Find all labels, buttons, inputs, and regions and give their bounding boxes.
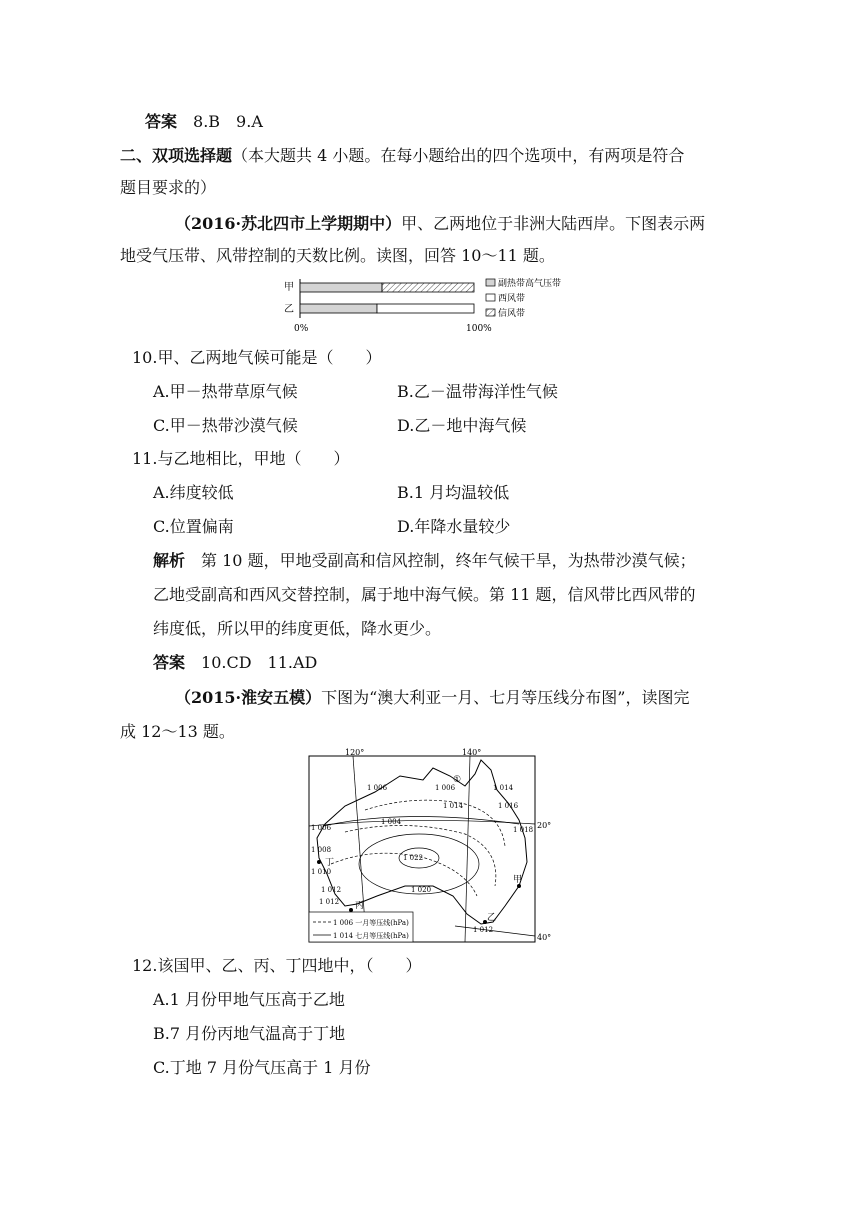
intro2-source: （2015·淮安五模） xyxy=(175,688,322,707)
legend-subtropical: 副热带高气压带 xyxy=(498,279,562,289)
q11-option-c[interactable]: C.位置偏南 xyxy=(153,517,234,536)
intro1-line2: 地受气压带、风带控制的天数比例。读图，回答 10～11 题。 xyxy=(120,246,555,265)
bar-yi-westerlies xyxy=(377,304,474,313)
x-label-0: 0% xyxy=(294,324,309,334)
intro1-source: （2016·苏北四市上学期期中） xyxy=(175,214,402,233)
q11-stem: 11.与乙地相比，甲地（ ） xyxy=(132,449,350,468)
lon-120-label: 120° xyxy=(345,748,365,757)
q12-stem: 12.该国甲、乙、丙、丁四地中，（ ） xyxy=(132,956,422,975)
row-label-yi: 乙 xyxy=(284,304,294,315)
intro2-text1: 下图为“澳大利亚一月、七月等压线分布图”，读图完 xyxy=(321,688,690,707)
iso-label-10: 1 022 xyxy=(403,854,424,862)
legend-swatch-westerlies xyxy=(486,294,495,301)
iso-label-13: 1 020 xyxy=(411,886,432,894)
place-bing: 丙 xyxy=(355,901,365,911)
answer-line-2 xyxy=(153,652,317,674)
bar-chart-figure xyxy=(280,274,590,338)
lon-140-label: 140° xyxy=(462,748,482,757)
bar-jia-trade-wind xyxy=(382,283,474,292)
row-label-jia: 甲 xyxy=(284,282,294,293)
bar-jia-subtropical-high xyxy=(300,283,382,292)
q10-option-a[interactable]: A.甲－热带草原气候 xyxy=(153,382,298,401)
q12-option-a[interactable]: A.1 月份甲地气压高于乙地 xyxy=(153,990,345,1009)
q10-stem: 10.甲、乙两地气候可能是（ ） xyxy=(132,348,382,367)
x-label-100: 100% xyxy=(466,324,492,334)
australia-isobar-map xyxy=(305,746,557,946)
analysis-label: 解析 xyxy=(153,551,186,570)
iso-label-3: 1 014 xyxy=(493,784,514,792)
analysis-text1: 第 10 题，甲地受副高和信风控制，终年气候干旱，为热带沙漠气候； xyxy=(201,551,696,570)
lat-20-label: 20° xyxy=(537,821,552,830)
section-desc-2: 题目要求的） xyxy=(120,178,217,197)
legend-westerlies: 西风带 xyxy=(498,294,526,304)
answer-text: 8.B 9.A xyxy=(193,112,263,131)
section-desc: （本大题共 4 小题。在每小题给出的四个选项中，有两项是符合 xyxy=(232,146,685,165)
section-heading xyxy=(120,145,684,167)
intro2-line1 xyxy=(175,687,689,709)
iso-label-1: 1 006 xyxy=(435,784,456,792)
place-ding-dot xyxy=(317,860,321,864)
place-bing-dot xyxy=(349,908,353,912)
iso-label-11: 1 010 xyxy=(311,868,332,876)
iso-label-12: 1 012 xyxy=(321,886,342,894)
iso-label-4: 1 014 xyxy=(443,802,464,810)
lat-40-label: 40° xyxy=(537,933,552,942)
iso-label-2: 1 006 xyxy=(367,784,388,792)
section-title: 二、双项选择题 xyxy=(120,146,233,165)
q11-option-a[interactable]: A.纬度较低 xyxy=(153,483,234,502)
q10-option-c[interactable]: C.甲－热带沙漠气候 xyxy=(153,416,298,435)
legend-swatch-subtropical xyxy=(486,279,495,286)
place-ding: 丁 xyxy=(325,858,335,868)
place-jia: 甲 xyxy=(513,875,523,885)
analysis-line1 xyxy=(153,550,696,572)
answer-line-1 xyxy=(145,111,263,133)
q11-option-d[interactable]: D.年降水量较少 xyxy=(397,517,511,536)
iso-label-8: 1 018 xyxy=(513,826,534,834)
q12-option-c[interactable]: C.丁地 7 月份气压高于 1 月份 xyxy=(153,1058,371,1077)
intro1-text1: 甲、乙两地位于非洲大陆西岸。下图表示两 xyxy=(401,214,706,233)
legend-jan-text: 1 006 一月等压线(hPa) xyxy=(333,919,409,927)
iso-label-6: 1 004 xyxy=(381,818,402,826)
answer2-label: 答案 xyxy=(153,653,186,672)
iso-label-5: 1 016 xyxy=(498,802,519,810)
intro1-line1 xyxy=(175,213,705,235)
q12-option-b[interactable]: B.7 月份丙地气温高于丁地 xyxy=(153,1024,346,1043)
q10-option-b[interactable]: B.乙－温带海洋性气候 xyxy=(397,382,558,401)
place-yi: 乙 xyxy=(487,913,497,923)
place-1: ① xyxy=(453,775,462,785)
answer2-text: 10.CD 11.AD xyxy=(201,653,318,672)
analysis-line3: 纬度低，所以甲的纬度更低，降水更少。 xyxy=(153,619,442,638)
answer-label: 答案 xyxy=(145,112,178,131)
legend-jul-text: 1 014 七月等压线(hPa) xyxy=(333,932,409,940)
bar-yi-subtropical-high xyxy=(300,304,377,313)
iso-label-15: 1 012 xyxy=(473,926,494,934)
analysis-line2: 乙地受副高和西风交替控制，属于地中海气候。第 11 题，信风带比西风带的 xyxy=(153,585,696,604)
intro2-line2: 成 12～13 题。 xyxy=(120,722,235,741)
iso-label-9: 1 008 xyxy=(311,846,332,854)
legend-swatch-trade xyxy=(486,309,495,316)
q10-option-d[interactable]: D.乙－地中海气候 xyxy=(397,416,527,435)
q11-option-b[interactable]: B.1 月均温较低 xyxy=(397,483,510,502)
legend-trade: 信风带 xyxy=(498,309,526,319)
iso-label-14: 1 012 xyxy=(319,898,340,906)
iso-label-7: 1 006 xyxy=(311,824,332,832)
